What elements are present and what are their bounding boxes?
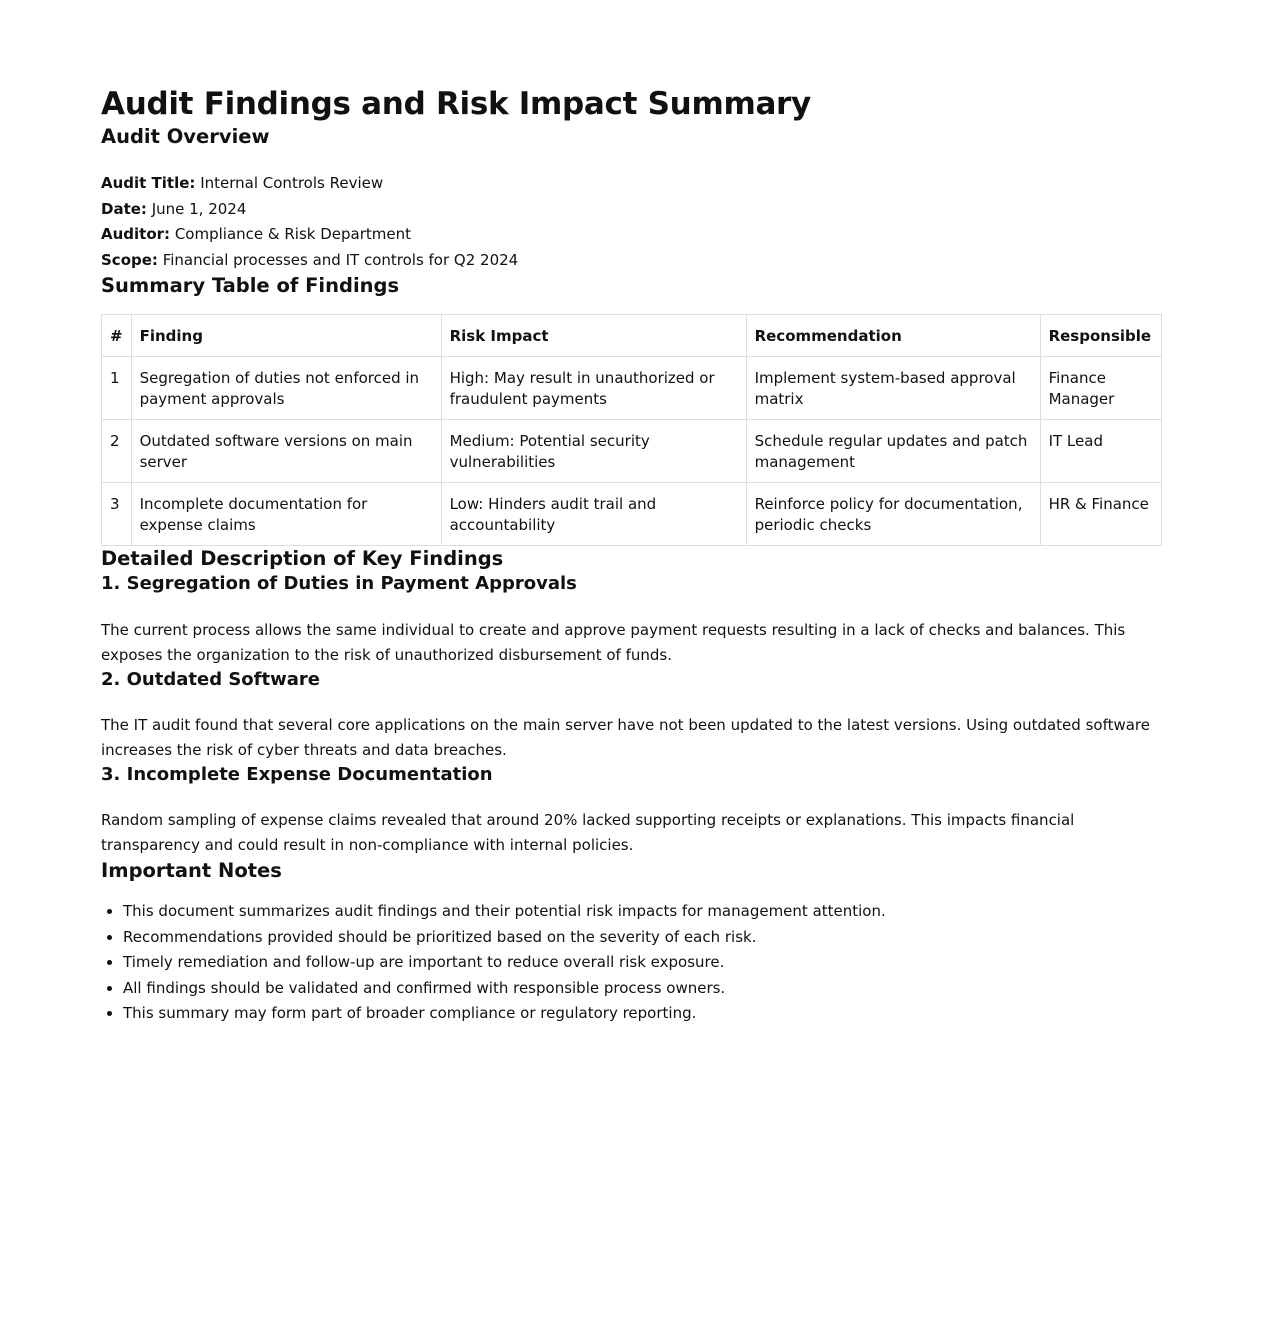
cell-number: 1	[102, 357, 132, 420]
field-value: Compliance & Risk Department	[174, 225, 411, 243]
findings-table	[101, 314, 1162, 546]
cell-risk-impact: Medium: Potential security vulnerabilities	[441, 420, 746, 483]
list-item: • This document summarizes audit findings and their potential risk impacts for management attention.	[123, 899, 1162, 925]
document-title: Audit Findings and Risk Impact Summary	[101, 86, 811, 122]
cell-recommendation: Reinforce policy for documentation, periodic checks	[746, 483, 1040, 546]
list-item: • Recommendations provided should be prioritized based on the severity of each risk.	[123, 925, 1162, 951]
auditor-field	[101, 222, 1162, 248]
cell-responsible: HR & Finance	[1040, 483, 1161, 546]
finding-2-heading: 2. Outdated Software	[101, 669, 320, 690]
table-row	[102, 483, 1162, 546]
cell-number: 2	[102, 420, 132, 483]
scope-field	[101, 248, 1162, 274]
overview-heading: Audit Overview	[101, 125, 270, 148]
audit-title-field	[101, 171, 1162, 197]
detailed-findings-heading: Detailed Description of Key Findings	[101, 547, 504, 570]
field-label: Audit Title:	[101, 174, 196, 192]
field-value: Financial processes and IT controls for Q2 2024	[162, 250, 519, 269]
cell-number: 3	[102, 483, 132, 546]
field-label: Scope:	[101, 250, 158, 269]
field-label: Auditor:	[101, 225, 171, 243]
cell-recommendation: Schedule regular updates and patch management	[746, 420, 1040, 483]
cell-finding: Outdated software versions on main server	[131, 420, 441, 483]
finding-3-heading: 3. Incomplete Expense Documentation	[101, 764, 493, 785]
cell-finding: Incomplete documentation for expense claims	[131, 483, 441, 546]
important-notes-heading: Important Notes	[101, 859, 282, 882]
cell-responsible: Finance Manager	[1040, 357, 1161, 420]
cell-responsible: IT Lead	[1040, 420, 1161, 483]
audit-overview-fields	[101, 171, 1162, 273]
finding-2-description: The IT audit found that several core applications on the main server have not been updated to the latest versions. Using outdated software increases the risk of cyber threats and data breaches.	[101, 716, 1150, 759]
cell-risk-impact: Low: Hinders audit trail and accountability	[441, 483, 746, 546]
field-value: June 1, 2024	[151, 199, 247, 218]
list-item: • Timely remediation and follow-up are important to reduce overall risk exposure.	[123, 950, 1162, 976]
summary-table-heading: Summary Table of Findings	[101, 274, 400, 297]
field-value: Internal Controls Review	[200, 174, 384, 192]
cell-finding: Segregation of duties not enforced in payment approvals	[131, 357, 441, 420]
column-header-number: #	[102, 315, 132, 357]
finding-1-heading: 1. Segregation of Duties in Payment Approvals	[101, 573, 577, 594]
field-label: Date:	[101, 199, 147, 218]
finding-1-description: The current process allows the same individual to create and approve payment requests resulting in a lack of checks and balances. This exposes the organization to the risk of unauthorized disbursement of funds.	[101, 621, 1126, 664]
audit-date-field	[101, 197, 1162, 223]
table-row	[102, 420, 1162, 483]
table-row	[102, 357, 1162, 420]
column-header-risk-impact: Risk Impact	[441, 315, 746, 357]
finding-3-description: Random sampling of expense claims revealed that around 20% lacked supporting receipts or explanations. This impacts financial transparency and could result in non-compliance with internal policies.	[101, 811, 1075, 854]
column-header-responsible: Responsible	[1040, 315, 1161, 357]
list-item: • This summary may form part of broader compliance or regulatory reporting.	[123, 1001, 1162, 1027]
cell-risk-impact: High: May result in unauthorized or fraudulent payments	[441, 357, 746, 420]
list-item: • All findings should be validated and confirmed with responsible process owners.	[123, 976, 1162, 1002]
table-header-row	[102, 315, 1162, 357]
important-notes-list	[101, 899, 1162, 1027]
cell-recommendation: Implement system-based approval matrix	[746, 357, 1040, 420]
column-header-finding: Finding	[131, 315, 441, 357]
column-header-recommendation: Recommendation	[746, 315, 1040, 357]
